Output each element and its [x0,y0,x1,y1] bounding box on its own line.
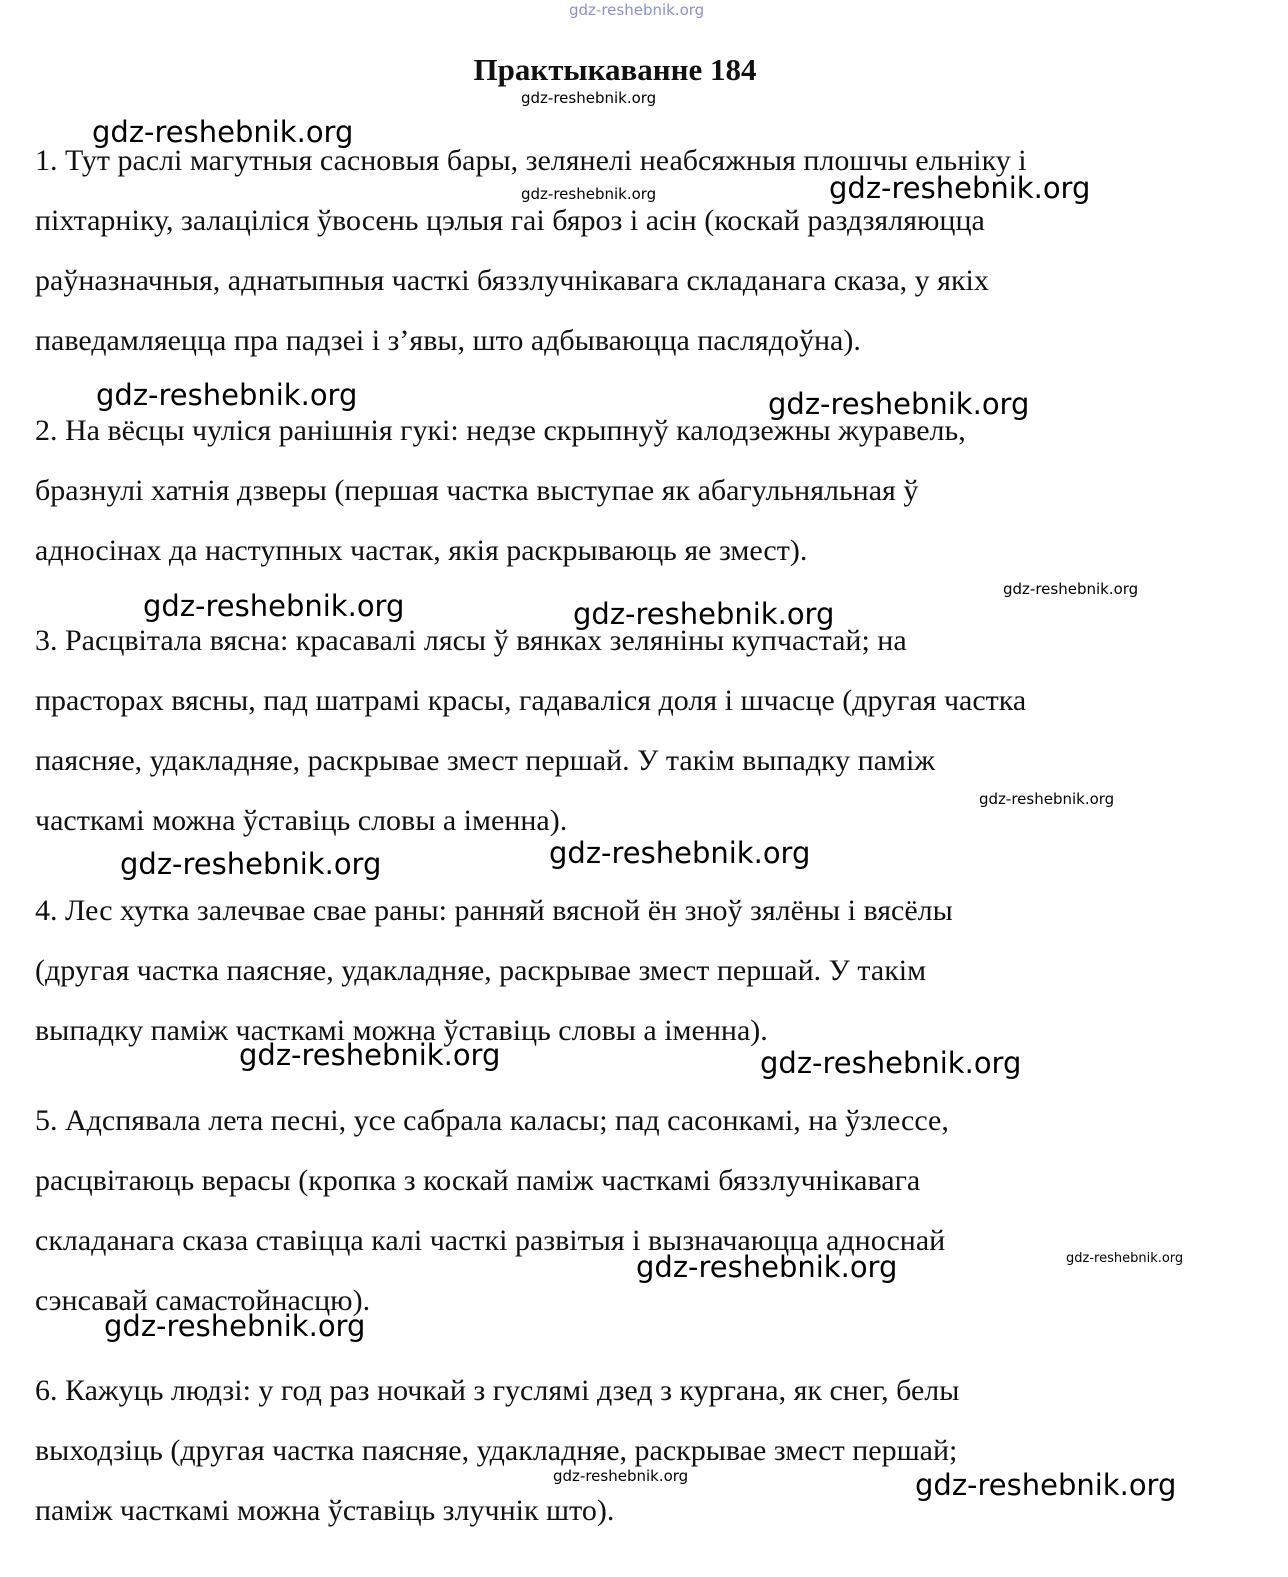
watermark: gdz-reshebnik.org [915,1468,1177,1502]
page-title: Практыкаванне 184 [473,52,757,87]
text-line: адносінах да наступных частак, якія раскрываюць яе змест). [35,534,808,567]
watermark: gdz-reshebnik.org [573,597,835,631]
watermark: gdz-reshebnik.org [636,1250,898,1284]
text-line: складанага сказа ставіцца калі часткі развітыя і вызначаюцца адноснай [35,1224,946,1257]
watermark: gdz-reshebnik.org [1066,1251,1184,1266]
text-line: выходзіць (другая частка паясняе, удакладняе, раскрывае змест першай; [35,1434,958,1467]
watermark: gdz-reshebnik.org [979,790,1115,808]
text-line: 4. Лес хутка залечвае свае раны: ранняй вясной ён зноў зялёны і вясёлы [35,894,953,927]
exercise-item-4 [35,881,1235,1061]
text-line: выпадку паміж часткамі можна ўставіць словы а іменна). [35,1014,768,1047]
text-line: 2. На вёсцы чуліся ранішнія гукі: недзе скрыпнуў калодзежны журавель, [35,414,966,447]
watermark: gdz-reshebnik.org [553,1467,689,1485]
text-line: расцвітаюць верасы (кропка з коскай паміж часткамі бяззлучнікавага [35,1164,921,1197]
text-line: паведамляецца пра падзеі і з’явы, што адбываюцца паслядоўна). [35,324,861,357]
watermark: gdz-reshebnik.org [521,89,657,107]
watermark: gdz-reshebnik.org [521,185,657,203]
text-line: бразнулі хатнія дзверы (першая частка выступае як абагульняльная ў [35,474,919,507]
text-line: часткамі можна ўставіць словы а іменна). [35,804,568,837]
text-line: прасторах вясны, пад шатрамі красы, гадаваліся доля і шчасце (другая частка [35,684,1027,717]
watermark: gdz-reshebnik.org [760,1046,1022,1080]
exercise-item-5 [35,1091,1235,1331]
watermark: gdz-reshebnik.org [104,1309,366,1343]
watermark: gdz-reshebnik.org [768,387,1030,421]
watermark: gdz-reshebnik.org [1003,580,1139,598]
text-line: (другая частка паясняе, удакладняе, раскрывае змест першай. У такім [35,954,927,987]
watermark: gdz-reshebnik.org [569,1,705,19]
exercise-item-6 [35,1361,1235,1541]
text-line: сэнсавай самастойнасцю). [35,1284,371,1317]
exercise-item-1 [35,131,1235,371]
text-line: паясняе, удакладняе, раскрывае змест першай. У такім выпадку паміж [35,744,936,777]
exercise-item-2 [35,401,1235,581]
exercise-item-3 [35,611,1235,851]
watermark: gdz-reshebnik.org [143,589,405,623]
text-line: 1. Тут раслі магутныя сасновыя бары, зелянелі неабсяжныя плошчы ельніку і [35,144,1027,177]
text-line: 5. Адспявала лета песні, усе сабрала каласы; пад сасонкамі, на ўзлессе, [35,1104,949,1137]
watermark: gdz-reshebnik.org [549,836,811,870]
text-line: піхтарніку, залаціліся ўвосень цэлыя гаі бяроз і асін (коскай раздзяляюцца [35,204,985,237]
watermark: gdz-reshebnik.org [829,171,1091,205]
text-line: 3. Расцвітала вясна: красавалі лясы ў вянках зеляніны купчастай; на [35,624,907,657]
watermark: gdz-reshebnik.org [92,115,354,149]
watermark: gdz-reshebnik.org [96,378,358,412]
text-line: паміж часткамі можна ўставіць злучнік што). [35,1494,615,1527]
text-line: 6. Кажуць людзі: у год раз ночкай з гуслямі дзед з кургана, як снег, белы [35,1374,960,1407]
watermark: gdz-reshebnik.org [239,1038,501,1072]
watermark: gdz-reshebnik.org [120,847,382,881]
text-line: раўназначныя, аднатыпныя часткі бяззлучнікавага складанага сказа, у якіх [35,264,989,297]
